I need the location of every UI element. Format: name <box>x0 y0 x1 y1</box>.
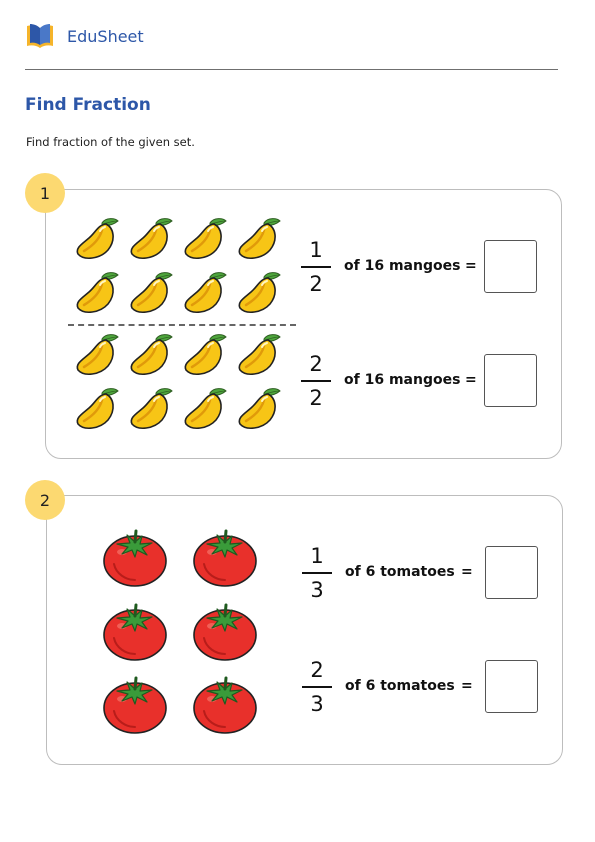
q1-equals-b: = <box>465 372 477 388</box>
mango-icon <box>180 214 228 262</box>
q1-phrase-b: of 16 mangoes <box>344 372 461 388</box>
fraction-denominator: 2 <box>309 386 323 410</box>
mango-icon <box>72 214 120 262</box>
mango-icon <box>234 268 282 316</box>
mango-icon <box>126 214 174 262</box>
open-book-icon <box>25 22 55 50</box>
fraction-denominator: 3 <box>310 578 324 602</box>
fraction-denominator: 3 <box>310 692 324 716</box>
mango-icon <box>126 268 174 316</box>
q2-answer-box-b[interactable] <box>485 660 538 713</box>
question-2-badge: 2 <box>25 480 65 520</box>
header-divider <box>25 69 558 70</box>
q1-answer-box-b[interactable] <box>484 354 537 407</box>
q2-answer-box-a[interactable] <box>485 546 538 599</box>
q1-phrase-a: of 16 mangoes <box>344 258 461 274</box>
fraction-numerator: 1 <box>310 544 324 568</box>
q2-equals-a: = <box>461 564 473 580</box>
mango-icon <box>72 330 120 378</box>
brand-name: EduSheet <box>67 26 144 46</box>
fraction-numerator: 2 <box>309 352 323 376</box>
q2-phrase-b: of 6 tomatoes <box>345 678 455 694</box>
fraction-denominator: 2 <box>309 272 323 296</box>
tomato-icon <box>192 524 258 590</box>
q1-answer-box-a[interactable] <box>484 240 537 293</box>
mango-icon <box>126 330 174 378</box>
mango-icon <box>234 384 282 432</box>
worksheet-title: Find Fraction <box>25 95 151 115</box>
question-1-badge: 1 <box>25 173 65 213</box>
mango-icon <box>126 384 174 432</box>
brand-logo <box>25 22 144 50</box>
mango-icon <box>180 268 228 316</box>
mango-icon <box>72 268 120 316</box>
q2-fraction-a <box>302 543 332 603</box>
mango-icon <box>72 384 120 432</box>
mango-icon <box>180 330 228 378</box>
worksheet-instruction: Find fraction of the given set. <box>26 135 195 149</box>
tomato-icon <box>102 598 168 664</box>
q2-equals-b: = <box>461 678 473 694</box>
tomato-icon <box>102 671 168 737</box>
q1-fraction-b <box>301 351 331 411</box>
fraction-bar <box>302 572 332 574</box>
fraction-bar <box>301 380 331 382</box>
mango-icon <box>234 214 282 262</box>
q1-fraction-a <box>301 237 331 297</box>
q2-fraction-b <box>302 657 332 717</box>
tomato-icon <box>102 524 168 590</box>
fraction-numerator: 1 <box>309 238 323 262</box>
mango-icon <box>180 384 228 432</box>
fraction-bar <box>302 686 332 688</box>
q2-phrase-a: of 6 tomatoes <box>345 564 455 580</box>
q1-equals-a: = <box>465 258 477 274</box>
mango-icon <box>234 330 282 378</box>
half-divider-line <box>68 324 296 326</box>
fraction-bar <box>301 266 331 268</box>
tomato-icon <box>192 598 258 664</box>
tomato-icon <box>192 671 258 737</box>
fraction-numerator: 2 <box>310 658 324 682</box>
